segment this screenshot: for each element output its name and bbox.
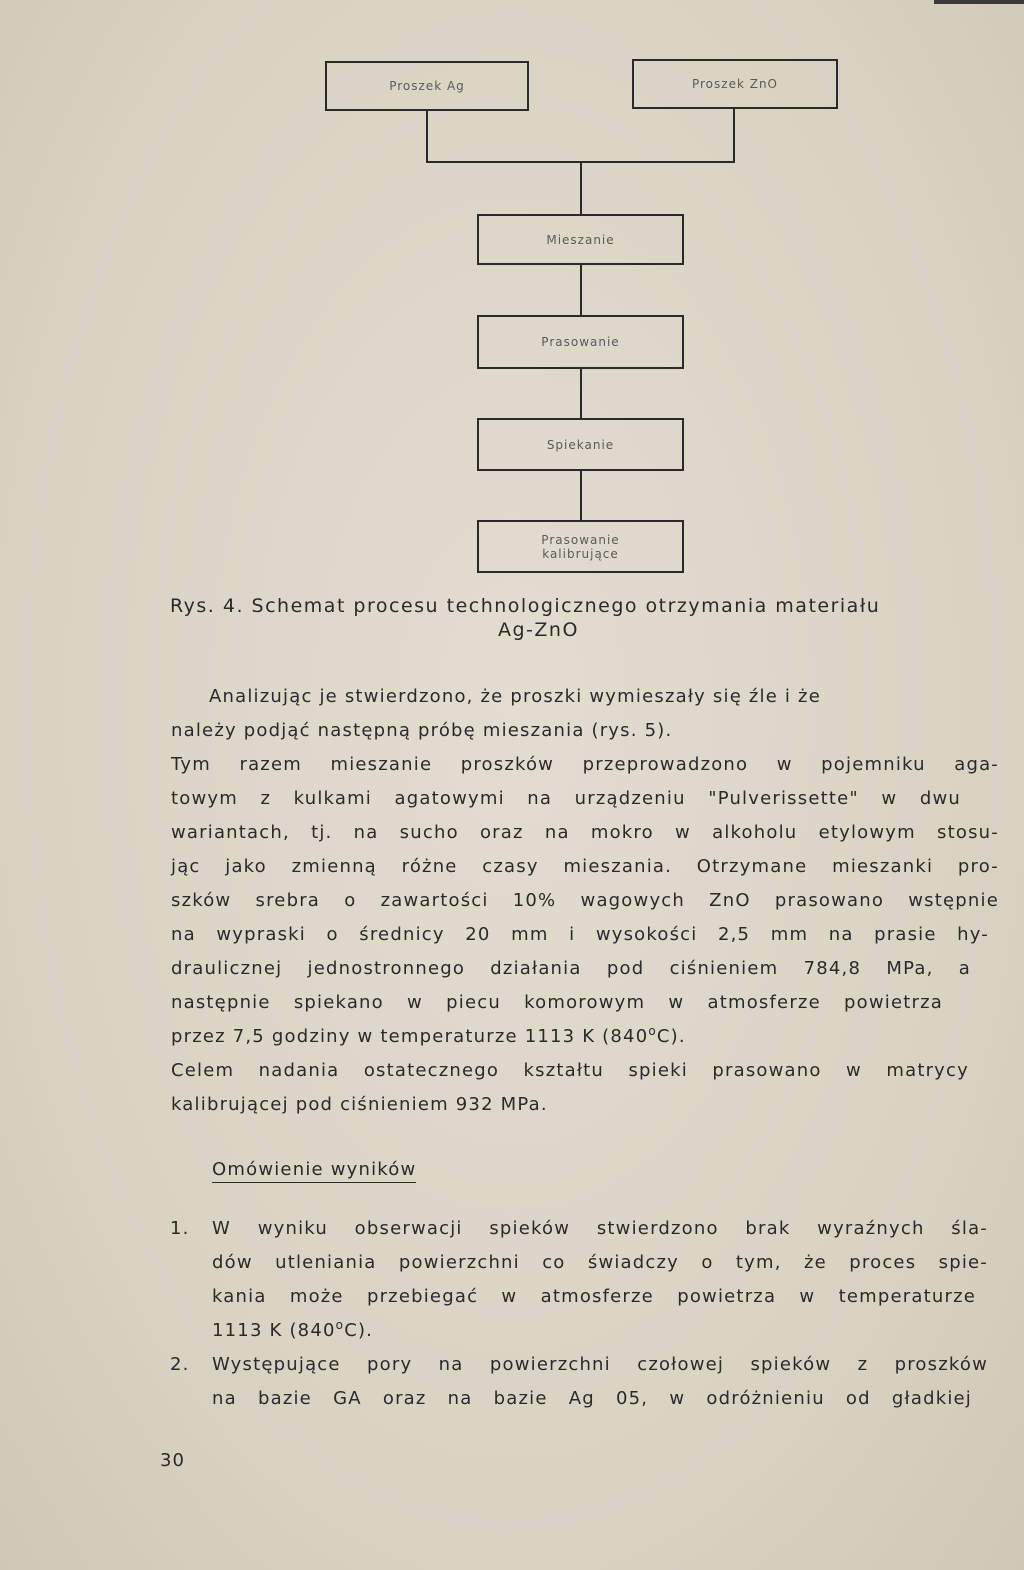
scan-edge-mark	[934, 0, 1024, 4]
flow-box-label: Prasowanie	[541, 335, 620, 349]
figure-caption	[170, 594, 960, 642]
text-line: W wyniku obserwacji spieków stwierdzono brak wyraźnych śla-	[212, 1218, 988, 1239]
flow-box-sintering	[477, 418, 684, 471]
caption-line: Ag-ZnO	[498, 619, 579, 641]
flow-box-mixing	[477, 214, 684, 265]
text-line: Celem nadania ostatecznego kształtu spieki prasowano w matrycy	[171, 1060, 969, 1081]
text-line: Występujące pory na powierzchni czołowej spieków z proszków	[212, 1354, 988, 1375]
list-item	[170, 1212, 990, 1348]
connector-line	[580, 264, 582, 316]
degree-superscript: o	[335, 1318, 345, 1332]
text-line: jąc jako zmienną różne czasy mieszania. Otrzymane mieszanki pro-	[171, 856, 999, 877]
text-segment: C).	[344, 1320, 374, 1341]
text-line: towym z kulkami agatowymi na urządzeniu "Pulverissette" w dwu	[171, 788, 961, 809]
text-line: wariantach, tj. na sucho oraz na mokro w alkoholu etylowym stosu-	[171, 822, 999, 843]
results-list	[170, 1212, 990, 1416]
connector-line	[733, 108, 735, 163]
flow-box-pressing	[477, 315, 684, 369]
body-paragraph	[171, 680, 1003, 1122]
section-heading: Omówienie wyników	[212, 1158, 416, 1183]
flow-box-powder-zno	[632, 59, 838, 109]
flow-box-label: Prasowanie	[541, 532, 620, 547]
list-item	[170, 1348, 990, 1416]
text-line: należy podjąć następną próbę mieszania (rys. 5).	[171, 720, 673, 741]
connector-line	[580, 368, 582, 419]
list-item-number: 2.	[170, 1354, 190, 1375]
text-line	[171, 1020, 1003, 1054]
text-line: Tym razem mieszanie proszków przeprowadzono w pojemniku aga-	[171, 754, 999, 775]
text-line: na bazie GA oraz na bazie Ag 05, w odróżnieniu od gładkiej	[212, 1388, 972, 1409]
text-line: na wypraski o średnicy 20 mm i wysokości 2,5 mm na prasie hy-	[171, 924, 989, 945]
flow-box-label: Spiekanie	[546, 437, 615, 452]
list-item-number: 1.	[170, 1218, 190, 1239]
flow-box-label: Proszek Ag	[389, 79, 465, 93]
text-line: następnie spiekano w piecu komorowym w atmosferze powietrza	[171, 992, 943, 1013]
connector-line	[426, 110, 428, 163]
flow-box-label: kalibrujące	[542, 546, 619, 561]
text-segment: 1113 K (840	[212, 1320, 336, 1341]
text-line: kania może przebiegać w atmosferze powietrza w temperaturze	[212, 1286, 976, 1307]
flow-box-powder-ag	[325, 61, 529, 111]
flow-box-calibration-pressing	[477, 520, 684, 573]
text-line: draulicznej jednostronnego działania pod ciśnieniem 784,8 MPa, a	[171, 958, 971, 979]
text-line	[212, 1314, 990, 1348]
caption-line: Rys. 4. Schemat procesu technologicznego otrzymania materiału	[170, 595, 881, 617]
flow-box-label: Proszek ZnO	[691, 77, 778, 91]
text-segment: C).	[656, 1026, 686, 1047]
page-number: 30	[160, 1450, 185, 1471]
text-segment: przez 7,5 godziny w temperaturze 1113 K (840	[171, 1026, 649, 1047]
connector-line	[580, 161, 582, 215]
text-line: szków srebra o zawartości 10% wagowych ZnO prasowano wstępnie	[171, 890, 999, 911]
text-line: dów utleniania powierzchni co świadczy o tym, że proces spie-	[212, 1252, 988, 1273]
flow-box-label: Mieszanie	[546, 232, 615, 247]
degree-superscript: o	[648, 1024, 657, 1038]
connector-line	[580, 470, 582, 521]
text-line: kalibrującej pod ciśnieniem 932 MPa.	[171, 1094, 548, 1115]
text-line: Analizując je stwierdzono, że proszki wymieszały się źle i że	[209, 686, 821, 707]
